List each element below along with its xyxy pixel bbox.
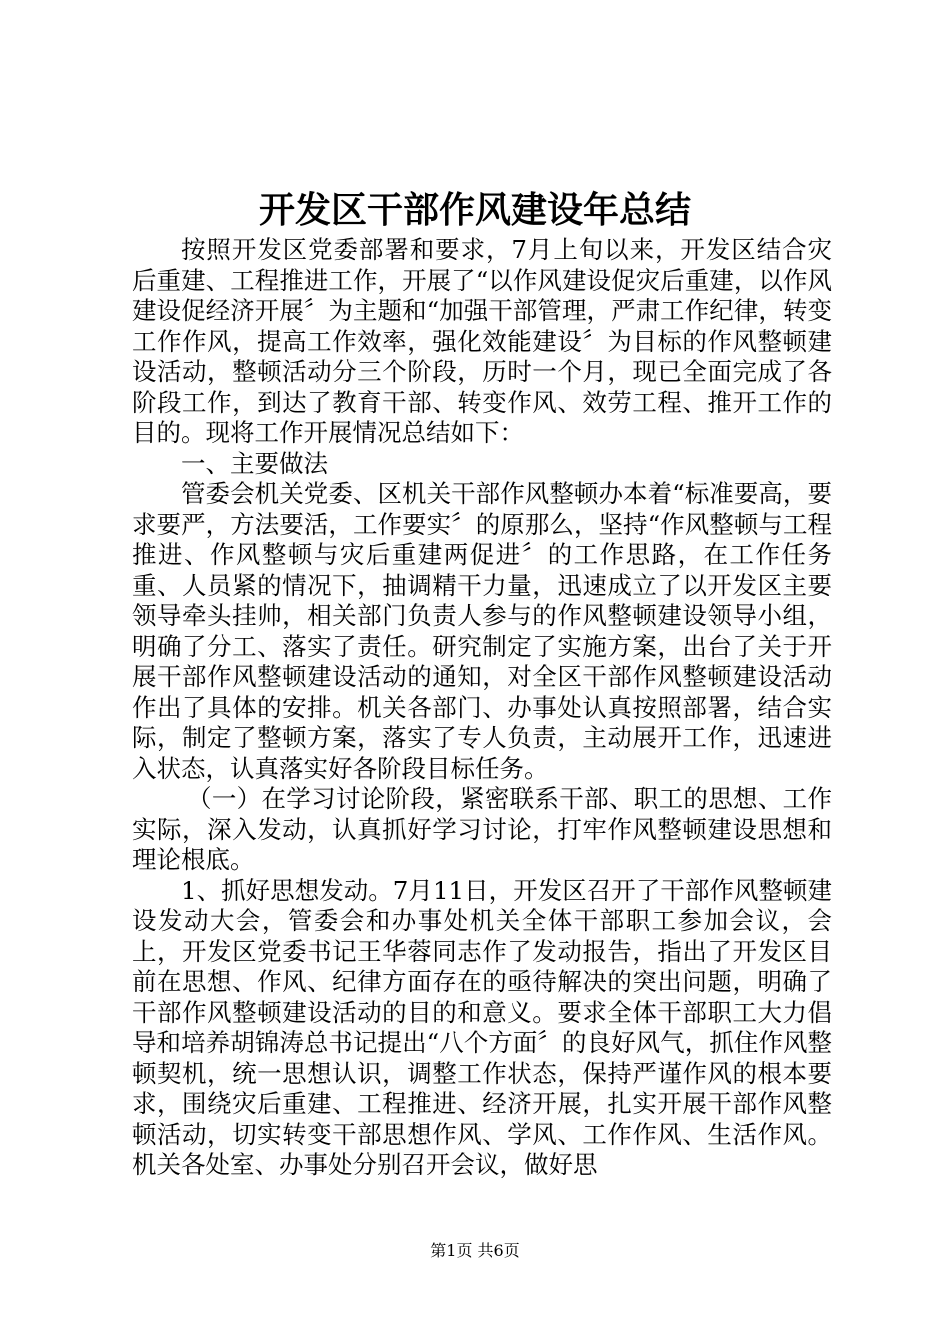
page-number-footer: 第1页 共6页 (430, 1241, 520, 1260)
subsection-paragraph: （一）在学习讨论阶段，紧密联系干部、职工的思想、工作实际，深入发动，认真抓好学习讨论，打牢作风整顿建设思想和理论根底。 (132, 784, 832, 874)
item-paragraph: 1、抓好思想发动。7月11日，开发区召开了干部作风整顿建设发动大会，管委会和办事处机关全体干部职工参加会议，会上，开发区党委书记王华蓉同志作了发动报告，指出了开发区目前在思想、作风、纪律方面存在的亟待解决的突出问题，明确了干部作风整顿建设活动的目的和意义。要求全体干部职工大力倡导和培养胡锦涛总书记提出“八个方面〞的良好风气，抓住作风整顿契机，统一思想认识，调整工作状态，保持严谨作风的根本要求，围绕灾后重建、工程推进、经济开展，扎实开展干部作风整顿活动，切实转变干部思想作风、学风、工作作风、生活作风。机关各处室、办事处分别召开会议，做好思 (132, 875, 832, 1179)
section-paragraph: 管委会机关党委、区机关干部作风整顿办本着“标准要高，要求要严，方法要活，工作要实〞的原那么，坚持“作风整顿与工程推进、作风整顿与灾后重建两促进〞的工作思路，在工作任务重、人员紧的情况下，抽调精干力量，迅速成立了以开发区主要领导牵头挂帅，相关部门负责人参与的作风整顿建设领导小组，明确了分工、落实了责任。研究制定了实施方案，出台了关于开展干部作风整顿建设活动的通知，对全区干部作风整顿建设活动作出了具体的安排。机关各部门、办事处认真按照部署，结合实际，制定了整顿方案，落实了专人负责，主动展开工作，迅速进入状态，认真落实好各阶段目标任务。 (132, 479, 832, 783)
document-body (132, 235, 832, 1181)
document-title: 开发区干部作风建设年总结 (258, 189, 691, 231)
section-heading: 一、主要做法 (181, 448, 328, 478)
intro-paragraph: 按照开发区党委部署和要求，7月上旬以来，开发区结合灾后重建、工程推进工作，开展了“以作风建设促灾后重建，以作风建设促经济开展〞为主题和“加强干部管理，严肃工作纪律，转变工作作风，提高工作效率，强化效能建设〞为目标的作风整顿建设活动，整顿活动分三个阶段，历时一个月，现已全面完成了各阶段工作，到达了教育干部、转变作风、效劳工程、推开工作的目的。现将工作开展情况总结如下： (132, 235, 832, 447)
